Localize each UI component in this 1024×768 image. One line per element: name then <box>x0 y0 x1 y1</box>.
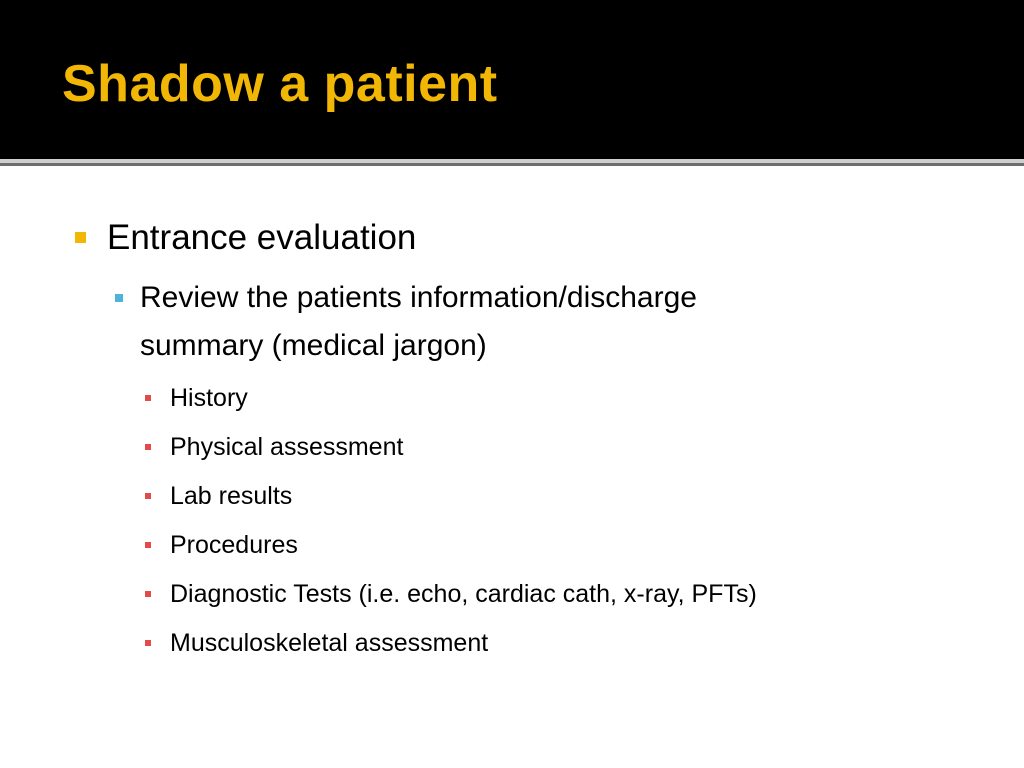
square-bullet-icon <box>145 591 151 597</box>
square-bullet-icon <box>145 444 151 450</box>
square-bullet-icon <box>145 493 151 499</box>
bullet-musculoskeletal-assessment: Musculoskeletal assessment <box>170 629 489 657</box>
square-bullet-icon <box>145 640 151 646</box>
square-bullet-icon <box>145 395 151 401</box>
bullet-procedures: Procedures <box>170 531 298 559</box>
bullet-review-line-1: Review the patients information/discharge <box>140 281 697 314</box>
bullet-physical-assessment: Physical assessment <box>170 433 404 461</box>
bullet-history: History <box>170 384 248 412</box>
bullet-diagnostic-tests: Diagnostic Tests (i.e. echo, cardiac cath, x-ray, PFTs) <box>170 580 757 608</box>
bullet-entrance-evaluation: Entrance evaluation <box>107 218 417 257</box>
slide-title: Shadow a patient <box>62 55 498 113</box>
square-bullet-icon <box>115 294 123 302</box>
bullet-lab-results: Lab results <box>170 482 293 510</box>
square-bullet-icon <box>145 542 151 548</box>
square-bullet-icon <box>75 232 86 243</box>
bullet-review-line-2: summary (medical jargon) <box>140 329 487 362</box>
